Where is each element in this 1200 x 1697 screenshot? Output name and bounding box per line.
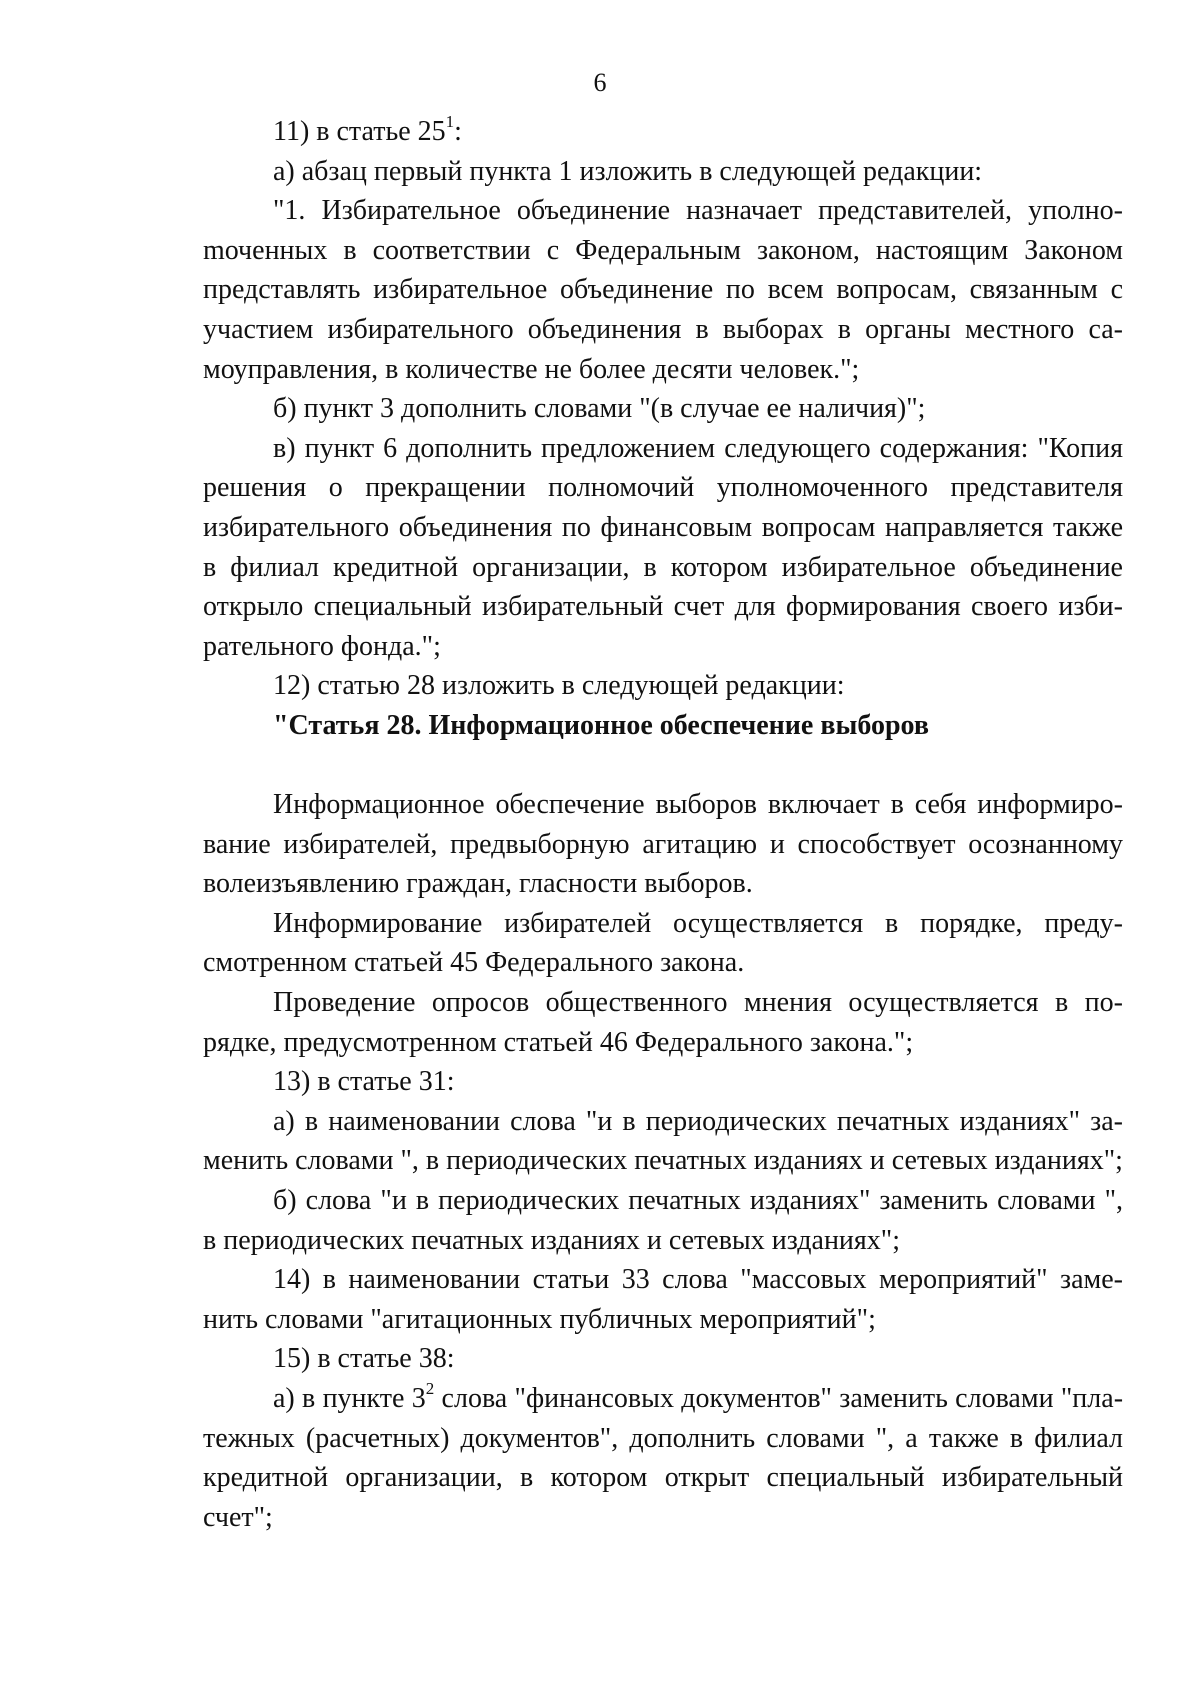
item-11: 11) в статье $25^1$:: [273, 111, 462, 147]
article-28-title: "Статья 28. Информационное обеспечение выборов: [273, 709, 929, 741]
document-body: [203, 112, 1123, 1537]
item-14: 14) в наименовании статьи 33 слова "массовых мероприятий" заменить словами "агитационных публичных мероприятий";: [203, 1264, 1123, 1335]
article-28-paragraph-3: Проведение опросов общественного мнения осуществляется в порядке, предусмотренном статьей 46 Федерального закона.";: [203, 987, 1123, 1058]
item-11-b: б) пункт 3 дополнить словами "(в случае ее наличия)";: [273, 393, 926, 425]
item-13-b: б) слова "и в периодических печатных изданиях" заменить словами ", в периодических печатных изданиях и сетевых изданиях";: [203, 1185, 1123, 1256]
article-28-paragraph-2: Информирование избирателей осуществляется в порядке, предусмотренном статьей 45 Федерального закона.: [203, 907, 1123, 979]
item-13: 13) в статье 31:: [273, 1066, 455, 1098]
item-11-a: а) абзац первый пункта 1 изложить в следующей редакции:: [273, 155, 983, 187]
item-15-a: а) в пункте $3^2$ слова "финансовых документов" заменить словами "платежных (расчетных) документов", дополнить словами ", а также в филиал кредитной организации, в котором открыт специальный избирательный счет";: [203, 1378, 1124, 1533]
item-13-a: а) в наименовании слова "и в периодических печатных изданиях" заменить словами ", в периодических печатных изданиях и сетевых изданиях";: [203, 1105, 1123, 1177]
page-number: 6: [593, 68, 607, 97]
superscript: 2: [425, 1378, 435, 1398]
item-11-a-text: "1. Избирательное объединение назначает представителей, уполноmоченных в соответствии с Федеральным законом, настоящим Законом представлять избирательное объединение по всем вопросам, связанным с участием избирательного объединения в выборах в органы местного самоуправления, в количестве не более десяти человек.";: [203, 195, 1123, 385]
item-11-v: в) пункт 6 дополнить предложением следующего содержания: "Копия решения о прекращении полномочий уполномоченного представителя избирательного объединения по финансовым вопросам направляется также в филиал кредитной организации, в котором избирательное объединение открыло специальный избирательный счет для формирования своего избирательного фонда.";: [203, 432, 1123, 662]
article-28-paragraph-1: Информационное обеспечение выборов включает в себя информирование избирателей, предвыборную агитацию и способствует осознанному волеизъявлению граждан, гласности выборов.: [203, 789, 1123, 900]
item-12: 12) статью 28 изложить в следующей редакции:: [273, 670, 845, 702]
superscript: 1: [445, 111, 455, 131]
item-15: 15) в статье 38:: [273, 1343, 455, 1375]
